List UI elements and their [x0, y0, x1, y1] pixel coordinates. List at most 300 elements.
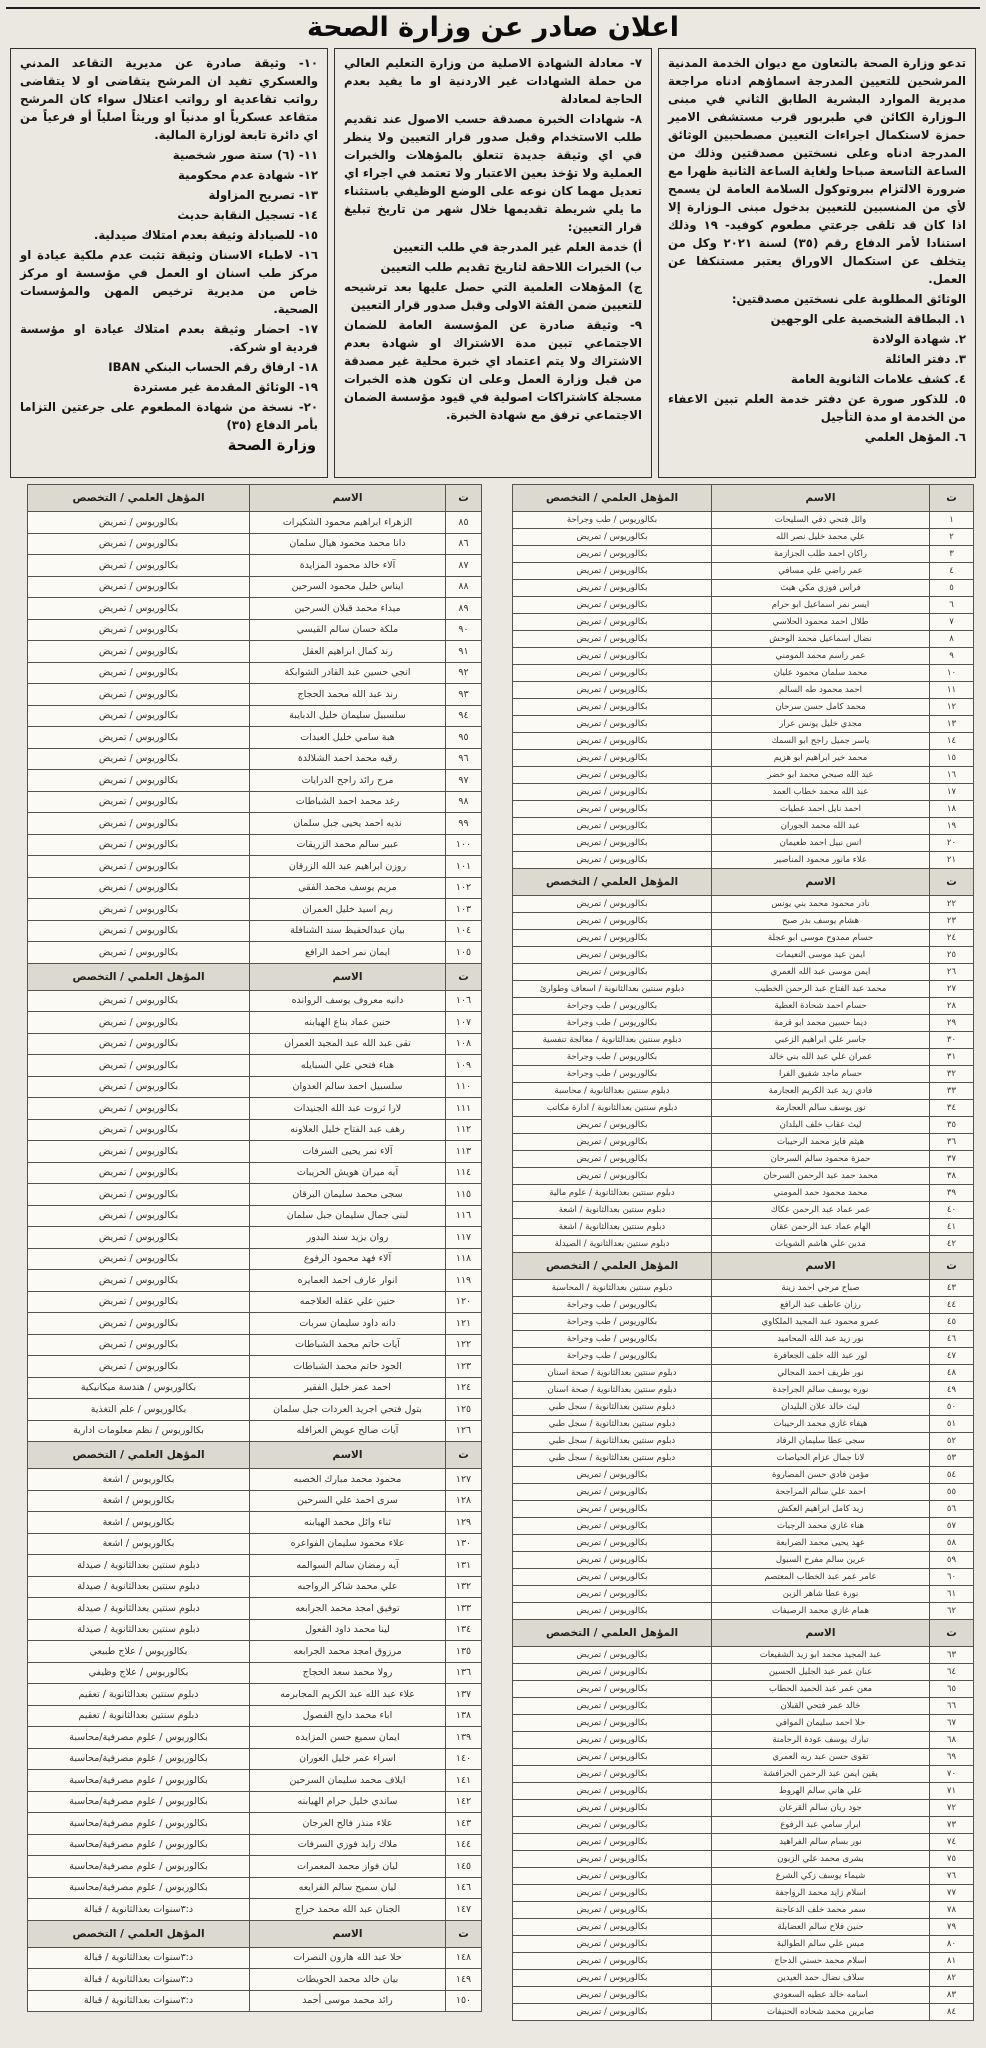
- ministry-signature: وزارة الصحة: [227, 438, 316, 455]
- qualification-cell: بكالوريوس / تمريض: [28, 1334, 250, 1356]
- qualification-cell: بكالوريوس / طب وجراحة: [513, 1015, 712, 1032]
- table-row: [513, 1399, 974, 1416]
- table-row: [28, 727, 482, 749]
- qualification-cell: بكالوريوس / تمريض: [513, 1586, 712, 1603]
- top-rule: [6, 7, 980, 9]
- table-row: [28, 899, 482, 921]
- name-cell: ميداء محمد قبلان السرحين: [250, 598, 446, 620]
- table-header-row: [28, 963, 482, 990]
- row-number-cell: ٩٣: [446, 684, 482, 706]
- name-cell: حسام ماجد شفيق الفرا: [712, 1066, 930, 1083]
- row-number-header: ت: [930, 485, 974, 512]
- table-row: [513, 665, 974, 682]
- name-cell: حلا عبد الله هارون النصرات: [250, 1947, 446, 1969]
- qualification-header: المؤهل العلمي / التخصص: [28, 485, 250, 512]
- name-cell: آلاء فهد محمود الرفوع: [250, 1248, 446, 1270]
- row-number-cell: ١١٤: [446, 1162, 482, 1184]
- row-number-cell: ٨٨: [446, 576, 482, 598]
- row-number-cell: ٩٥: [446, 727, 482, 749]
- qualification-cell: بكالوريوس / تمريض: [28, 1248, 250, 1270]
- row-number-cell: ١١٨: [446, 1248, 482, 1270]
- table-row: [513, 981, 974, 998]
- table-row: [513, 1698, 974, 1715]
- row-number-cell: ١٢٩: [446, 1512, 482, 1534]
- name-cell: اباء محمد دايح الفصول: [250, 1705, 446, 1727]
- qualification-cell: بكالوريوس / تمريض: [513, 947, 712, 964]
- row-number-cell: ١٦: [930, 767, 974, 784]
- announcement-paragraph: ٥. للذكور صورة عن دفتر خدمة العلم تبين الاعفاء من الخدمة او مدة التأجيل: [668, 392, 966, 425]
- row-number-cell: ٨٥: [446, 512, 482, 534]
- announcement-paragraph: ج) المؤهلات العلمية التي حصل عليها بعد ترشيحه للتعيين ضمن الفئة الاولى وقبل صدور قرار التعيين: [344, 280, 642, 313]
- page-title: اعلان صادر عن وزارة الصحة: [306, 12, 680, 43]
- qualification-cell: بكالوريوس / تمريض: [513, 1817, 712, 1834]
- name-cell: رائد محمد موسى أحمد: [250, 1990, 446, 2012]
- name-cell: نوره يوسف سالم الجراجدة: [712, 1382, 930, 1399]
- name-cell: محمود محمد مبارك الخصبه: [250, 1469, 446, 1491]
- qualification-cell: بكالوريوس / تمريض: [513, 1783, 712, 1800]
- table-row: [28, 684, 482, 706]
- name-cell: فراس فوزي مكي هيث: [712, 580, 930, 597]
- name-cell: ميس علي سالم الطوالبة: [712, 1936, 930, 1953]
- row-number-cell: ٨٩: [446, 598, 482, 620]
- table-row: [28, 512, 482, 534]
- name-cell: اسلام محمد حسني الدحاج: [712, 1953, 930, 1970]
- qualification-cell: دبلوم سنتين بعدالثانوية / صيدلة: [28, 1619, 250, 1641]
- table-row: [28, 1227, 482, 1249]
- qualification-cell: بكالوريوس / طب وجراحة: [513, 1314, 712, 1331]
- row-number-cell: ١٨: [930, 801, 974, 818]
- table-row: [28, 533, 482, 555]
- row-number-cell: ٣١: [930, 1049, 974, 1066]
- row-number-cell: ٢٤: [930, 930, 974, 947]
- qualification-cell: دبلوم سنتين بعدالثانوية / معالجة تنفسية: [513, 1032, 712, 1049]
- row-number-cell: ٤٤: [930, 1297, 974, 1314]
- name-cell: نادر محمود محمد بني يونس: [712, 896, 930, 913]
- table-row: [513, 1552, 974, 1569]
- qualification-cell: بكالوريوس / تمريض: [513, 1885, 712, 1902]
- row-number-cell: ٨٧: [446, 555, 482, 577]
- qualification-cell: بكالوريوس / تمريض: [28, 1012, 250, 1034]
- table-row: [513, 1569, 974, 1586]
- row-number-cell: ٣٩: [930, 1185, 974, 1202]
- name-cell: راكان احمد طلب الجزازمة: [712, 546, 930, 563]
- name-cell: نور ظريف احمد المجالي: [712, 1365, 930, 1382]
- table-row: [513, 597, 974, 614]
- table-row: [28, 555, 482, 577]
- table-row: [513, 1535, 974, 1552]
- qualification-cell: بكالوريوس / تمريض: [28, 1184, 250, 1206]
- row-number-cell: ١٢٧: [446, 1469, 482, 1491]
- row-number-header: ت: [446, 963, 482, 990]
- row-number-cell: ١٢٤: [446, 1377, 482, 1399]
- qualification-cell: بكالوريوس / طب وجراحة: [513, 1331, 712, 1348]
- row-number-header: ت: [446, 1442, 482, 1469]
- row-number-cell: ٢١: [930, 852, 974, 869]
- announcement-paragraph: ٧- معادلة الشهادة الاصلية من وزارة التعليم العالي من حملة الشهادات غير الاردنية او ما يفيد بعدم الحاجة لمعادلة: [344, 56, 642, 107]
- row-number-cell: ١٤٤: [446, 1834, 482, 1856]
- row-number-cell: ٨١: [930, 1953, 974, 1970]
- table-row: [513, 1715, 974, 1732]
- row-number-cell: ٥٢: [930, 1433, 974, 1450]
- name-cell: هبة سامي خليل العبدات: [250, 727, 446, 749]
- table-row: [513, 648, 974, 665]
- name-cell: يقين ايمن عبد الرحمن الحرافشة: [712, 1766, 930, 1783]
- qualification-cell: بكالوريوس / تمريض: [513, 614, 712, 631]
- qualification-cell: بكالوريوس / علوم مصرفية/محاسبة: [28, 1834, 250, 1856]
- table-row: [28, 1598, 482, 1620]
- name-header: الاسم: [250, 1442, 446, 1469]
- qualification-cell: دبلوم سنتين بعدالثانوية / صحة اسنان: [513, 1382, 712, 1399]
- name-cell: عبد المجيد محمد ابو زيد الشفيعات: [712, 1647, 930, 1664]
- row-number-cell: ١٣٢: [446, 1576, 482, 1598]
- table-row: [28, 1055, 482, 1077]
- table-row: [513, 1885, 974, 1902]
- table-row: [513, 852, 974, 869]
- name-cell: عمر راضي علي مسافي: [712, 563, 930, 580]
- qualification-cell: د:٣سنوات بعدالثانوية / قبالة: [28, 1990, 250, 2012]
- qualification-cell: بكالوريوس / تمريض: [28, 770, 250, 792]
- name-cell: لبنى جمال سليمان جبل سلمان: [250, 1205, 446, 1227]
- qualification-cell: بكالوريوس / تمريض: [513, 1698, 712, 1715]
- row-number-cell: ١٣٩: [446, 1727, 482, 1749]
- name-cell: مجدي خليل يونس عرار: [712, 716, 930, 733]
- qualification-header: المؤهل العلمي / التخصص: [28, 1920, 250, 1947]
- table-row: [513, 1919, 974, 1936]
- name-cell: محمد خير ابراهيم ابو هزيم: [712, 750, 930, 767]
- name-cell: رزان عاطف عبد الرافع: [712, 1297, 930, 1314]
- name-cell: ساندي خليل حرام الهيابنه: [250, 1791, 446, 1813]
- name-cell: احمد نايل احمد عطيات: [712, 801, 930, 818]
- qualification-cell: بكالوريوس / تمريض: [28, 1141, 250, 1163]
- row-number-cell: ٦٨: [930, 1732, 974, 1749]
- row-number-cell: ١١٥: [446, 1184, 482, 1206]
- qualification-cell: بكالوريوس / تمريض: [513, 896, 712, 913]
- row-number-cell: ٩٤: [446, 705, 482, 727]
- announcement-paragraph: أ) خدمة العلم غير المدرجة في طلب التعيين: [393, 240, 642, 255]
- row-number-cell: ٣٣: [930, 1083, 974, 1100]
- name-cell: الهام عماد عبد الرحمن عقان: [712, 1219, 930, 1236]
- name-cell: عمران علي عبد الله بني خالد: [712, 1049, 930, 1066]
- table-row: [513, 1817, 974, 1834]
- table-row: [513, 1100, 974, 1117]
- table-row: [513, 1936, 974, 1953]
- qualification-cell: بكالوريوس / تمريض: [513, 1766, 712, 1783]
- qualification-cell: د:٣سنوات بعدالثانوية / قبالة: [28, 1899, 250, 1921]
- qualification-header: المؤهل العلمي / التخصص: [28, 1442, 250, 1469]
- row-number-cell: ١١٣: [446, 1141, 482, 1163]
- row-number-cell: ٢٧: [930, 981, 974, 998]
- row-number-cell: ٩: [930, 648, 974, 665]
- qualification-cell: بكالوريوس / تمريض: [513, 964, 712, 981]
- announcement-paragraph: الوثائق المطلوبة على نسختين مصدقتين:: [731, 292, 966, 307]
- qualification-cell: بكالوريوس / تمريض: [28, 1205, 250, 1227]
- name-cell: مؤمن فادي حسن المصاروة: [712, 1467, 930, 1484]
- qualification-cell: دبلوم سنتين بعدالثانوية / سجل طبي: [513, 1416, 712, 1433]
- row-number-cell: ٧: [930, 614, 974, 631]
- table-row: [28, 1377, 482, 1399]
- table-row: [28, 1469, 482, 1491]
- name-cell: عبد الله محمد الجوران: [712, 818, 930, 835]
- table-row: [28, 834, 482, 856]
- table-row: [513, 512, 974, 529]
- name-cell: علي محمد شاكر الرواجبه: [250, 1576, 446, 1598]
- row-number-cell: ١٠٤: [446, 920, 482, 942]
- row-number-cell: ١٤٥: [446, 1856, 482, 1878]
- announcement-paragraph: ١٢- شهادة عدم محكومية: [177, 168, 318, 183]
- row-number-cell: ٤١: [930, 1219, 974, 1236]
- row-number-cell: ١٣٨: [446, 1705, 482, 1727]
- qualification-cell: بكالوريوس / تمريض: [513, 1535, 712, 1552]
- qualification-cell: بكالوريوس / تمريض: [28, 1313, 250, 1335]
- qualification-cell: دبلوم سنتين بعدالثانوية / صيدلة: [28, 1598, 250, 1620]
- row-number-cell: ١١١: [446, 1098, 482, 1120]
- roster-tables: [24, 484, 974, 2021]
- row-number-cell: ١: [930, 512, 974, 529]
- row-number-cell: ٨٣: [930, 1987, 974, 2004]
- row-number-header: ت: [930, 869, 974, 896]
- table-row: [513, 1953, 974, 1970]
- table-row: [513, 1280, 974, 1297]
- name-cell: هناء غازي محمد الرجبات: [712, 1518, 930, 1535]
- table-row: [513, 1202, 974, 1219]
- row-number-cell: ٧١: [930, 1783, 974, 1800]
- row-number-header: ت: [930, 1620, 974, 1647]
- qualification-cell: بكالوريوس / طب وجراحة: [513, 1066, 712, 1083]
- table-row: [513, 1151, 974, 1168]
- qualification-cell: بكالوريوس / هندسة ميكانيكية: [28, 1377, 250, 1399]
- qualification-cell: بكالوريوس / تمريض: [28, 942, 250, 964]
- table-row: [28, 641, 482, 663]
- name-cell: همام غازي محمد الرصيفات: [712, 1603, 930, 1620]
- table-row: [28, 1490, 482, 1512]
- name-cell: دانه داود سليمان سربات: [250, 1313, 446, 1335]
- row-number-cell: ٧٩: [930, 1919, 974, 1936]
- row-number-cell: ٦٢: [930, 1603, 974, 1620]
- qualification-header: المؤهل العلمي / التخصص: [513, 1620, 712, 1647]
- table-row: [513, 1851, 974, 1868]
- qualification-cell: بكالوريوس / تمريض: [513, 716, 712, 733]
- announcement-column-right: [658, 48, 976, 478]
- table-row: [513, 631, 974, 648]
- name-cell: سمر محمد خلف الدعاجنة: [712, 1902, 930, 1919]
- row-number-cell: ٢٥: [930, 947, 974, 964]
- qualification-cell: بكالوريوس / تمريض: [28, 727, 250, 749]
- announcement-paragraph: ٤. كشف علامات الثانوية العامة: [790, 372, 966, 387]
- table-row: [28, 1162, 482, 1184]
- qualification-cell: بكالوريوس / تمريض: [513, 648, 712, 665]
- name-cell: ايمان نمر احمد الرافع: [250, 942, 446, 964]
- qualification-cell: بكالوريوس / تمريض: [513, 1919, 712, 1936]
- name-cell: نور يوسف سالم العجارمة: [712, 1100, 930, 1117]
- announcement-column-left: [10, 48, 328, 478]
- row-number-cell: ١٤: [930, 733, 974, 750]
- qualification-cell: بكالوريوس / تمريض: [28, 1055, 250, 1077]
- announcement-paragraph: ٢. شهادة الولادة: [872, 332, 966, 347]
- name-header: الاسم: [250, 963, 446, 990]
- qualification-cell: دبلوم سنتين بعدالثانوية / المحاسبة: [513, 1280, 712, 1297]
- table-row: [513, 1834, 974, 1851]
- name-cell: ديما حسين محمد ابو قرمة: [712, 1015, 930, 1032]
- name-cell: عرين سالم مفرح السبول: [712, 1552, 930, 1569]
- row-number-cell: ٣: [930, 546, 974, 563]
- qualification-cell: دبلوم سنتين بعدالثانوية / تعقيم: [28, 1705, 250, 1727]
- name-cell: بيان خالد محمد الحويطات: [250, 1969, 446, 1991]
- table-row: [513, 1416, 974, 1433]
- name-cell: ايناس خليل محمود السرحين: [250, 576, 446, 598]
- name-cell: اسلام زايد محمد الرواجفة: [712, 1885, 930, 1902]
- table-row: [28, 1205, 482, 1227]
- qualification-cell: بكالوريوس / اشعة: [28, 1490, 250, 1512]
- qualification-cell: بكالوريوس / تمريض: [28, 1119, 250, 1141]
- row-number-cell: ٧٠: [930, 1766, 974, 1783]
- table-row: [513, 750, 974, 767]
- name-cell: ليان فواز محمد المعمرات: [250, 1856, 446, 1878]
- row-number-header: ت: [930, 1253, 974, 1280]
- name-cell: ايمان سميع حسن المزايده: [250, 1727, 446, 1749]
- qualification-cell: بكالوريوس / تمريض: [28, 748, 250, 770]
- name-cell: الجنان عبد الله محمد حراج: [250, 1899, 446, 1921]
- row-number-cell: ١٠٢: [446, 877, 482, 899]
- row-number-cell: ١٣٠: [446, 1533, 482, 1555]
- name-cell: نور بسام سالم الفراهيد: [712, 1834, 930, 1851]
- qualification-cell: دبلوم سنتين بعدالثانوية / اسعاف وطوارئ: [513, 981, 712, 998]
- row-number-cell: ٦٠: [930, 1569, 974, 1586]
- name-cell: احمد محمود طه السالم: [712, 682, 930, 699]
- announcement-paragraph: ١٤- تسجيل النقابة حديث: [177, 208, 318, 223]
- table-row: [513, 896, 974, 913]
- table-row: [28, 662, 482, 684]
- row-number-cell: ٧٧: [930, 1885, 974, 1902]
- row-number-cell: ٩١: [446, 641, 482, 663]
- announcement-paragraph: ١. البطاقة الشخصية على الوجهين: [770, 312, 966, 327]
- name-header: الاسم: [250, 485, 446, 512]
- row-number-cell: ٥١: [930, 1416, 974, 1433]
- row-number-cell: ١٣٤: [446, 1619, 482, 1641]
- qualification-cell: بكالوريوس / تمريض: [513, 546, 712, 563]
- table-row: [513, 580, 974, 597]
- announcement-paragraph: ٩- وثيقة صادرة عن المؤسسة العامة للضمان الاجتماعي تبين مدة الاشتراك او شهادة بعدم الاشتراك ولا يتم اعتماد اي خبرة محلية غير مصدقة من قبل وزارة العمل وعلى ان تكون هذه الخبرات مسجلة كاشتراكات اصولية في قيود مؤسسة الضمان الاجتماعي ترفق مع شهادة الخبرة.: [344, 318, 642, 423]
- name-header: الاسم: [712, 869, 930, 896]
- qualification-cell: بكالوريوس / تمريض: [513, 682, 712, 699]
- row-number-cell: ٥٣: [930, 1450, 974, 1467]
- row-number-cell: ٢٨: [930, 998, 974, 1015]
- row-number-cell: ١٣٧: [446, 1684, 482, 1706]
- row-number-cell: ٣٨: [930, 1168, 974, 1185]
- name-cell: ايلاف محمد سليمان السرحين: [250, 1770, 446, 1792]
- name-cell: لينا محمد داود القعول: [250, 1619, 446, 1641]
- qualification-cell: بكالوريوس / تمريض: [28, 1270, 250, 1292]
- qualification-cell: دبلوم سنتين بعدالثانوية / اشعة: [513, 1219, 712, 1236]
- row-number-cell: ١٢: [930, 699, 974, 716]
- table-row: [513, 1467, 974, 1484]
- qualification-cell: بكالوريوس / علوم مصرفية/محاسبة: [28, 1748, 250, 1770]
- name-cell: رولا محمد سعد الحجاج: [250, 1662, 446, 1684]
- table-header-row: [28, 1920, 482, 1947]
- name-cell: تقوى حسن عبد ربه العمري: [712, 1749, 930, 1766]
- qualification-cell: بكالوريوس / تمريض: [28, 619, 250, 641]
- qualification-cell: بكالوريوس / تمريض: [513, 597, 712, 614]
- qualification-cell: دبلوم سنتين بعدالثانوية / تعقيم: [28, 1684, 250, 1706]
- qualification-cell: بكالوريوس / علم التغذية: [28, 1399, 250, 1421]
- row-number-cell: ٩٦: [446, 748, 482, 770]
- name-cell: احمد علي سالم المراجحة: [712, 1484, 930, 1501]
- qualification-cell: بكالوريوس / تمريض: [513, 1970, 712, 1987]
- name-cell: آلاء خالد محمود المزايدة: [250, 555, 446, 577]
- qualification-cell: بكالوريوس / تمريض: [513, 1834, 712, 1851]
- qualification-cell: دبلوم سنتين بعدالثانوية / محاسبة: [513, 1083, 712, 1100]
- row-number-cell: ٨٦: [446, 533, 482, 555]
- announcement-text: [10, 48, 976, 478]
- name-cell: محمد عبد الفتاح عبد الرحمن الخطيب: [712, 981, 930, 998]
- qualification-header: المؤهل العلمي / التخصص: [28, 963, 250, 990]
- name-cell: محمد حمد عبد الرحمن السرحان: [712, 1168, 930, 1185]
- name-cell: لانا جمال عزام الحياصات: [712, 1450, 930, 1467]
- qualification-cell: بكالوريوس / تمريض: [28, 834, 250, 856]
- row-number-cell: ٩٧: [446, 770, 482, 792]
- row-number-cell: ١٢٨: [446, 1490, 482, 1512]
- row-number-cell: ١٤١: [446, 1770, 482, 1792]
- table-row: [513, 835, 974, 852]
- table-row: [513, 998, 974, 1015]
- qualification-cell: بكالوريوس / تمريض: [513, 2004, 712, 2021]
- table-row: [28, 770, 482, 792]
- name-cell: آلاء نمر يحيى السرفات: [250, 1141, 446, 1163]
- name-cell: ثناء وائل محمد الهيابنه: [250, 1512, 446, 1534]
- table-row: [513, 546, 974, 563]
- name-cell: ابرار سامي عبد الرفوع: [712, 1817, 930, 1834]
- qualification-header: المؤهل العلمي / التخصص: [513, 869, 712, 896]
- row-number-cell: ١٣١: [446, 1555, 482, 1577]
- qualification-cell: بكالوريوس / تمريض: [28, 1227, 250, 1249]
- name-cell: وائل فتحي دقي السليحات: [712, 512, 930, 529]
- announcement-paragraph: ٨- شهادات الخبرة مصدقة حسب الاصول عند تقديم طلب الاستخدام وقبل صدور قرار التعيين ولا ينظر في اي وثيقة جديدة تتعلق بالمؤهلات والخبرات العملية ولا تؤخذ بعين الاعتبار ولا تعتمد في اجراء اي تعديل مهما كان نوعه على الوضع الوظيفي باستثناء ما يلي شريطة تقديمها خلال شهر من تاريخ تبليغ قرار التعيين:: [344, 112, 642, 235]
- row-number-cell: ٣٤: [930, 1100, 974, 1117]
- table-row: [513, 1185, 974, 1202]
- row-number-cell: ١٢١: [446, 1313, 482, 1335]
- name-cell: روزن ابراهيم عبد الله الزرقان: [250, 856, 446, 878]
- qualification-cell: بكالوريوس / تمريض: [513, 1732, 712, 1749]
- row-number-cell: ٢٠: [930, 835, 974, 852]
- table-row: [28, 705, 482, 727]
- row-number-cell: ١١٠: [446, 1076, 482, 1098]
- qualification-cell: بكالوريوس / تمريض: [28, 1033, 250, 1055]
- table-row: [28, 1641, 482, 1663]
- name-cell: آيات صالح عويض العرافله: [250, 1420, 446, 1442]
- name-cell: علي محمد خليل نصر الله: [712, 529, 930, 546]
- qualification-cell: بكالوريوس / تمريض: [513, 1681, 712, 1698]
- qualification-cell: بكالوريوس / تمريض: [513, 852, 712, 869]
- table-row: [28, 1248, 482, 1270]
- name-header: الاسم: [250, 1920, 446, 1947]
- row-number-cell: ٥: [930, 580, 974, 597]
- qualification-cell: بكالوريوس / تمريض: [28, 899, 250, 921]
- row-number-cell: ٧٤: [930, 1834, 974, 1851]
- table-row: [513, 1382, 974, 1399]
- row-number-cell: ٤٠: [930, 1202, 974, 1219]
- qualification-cell: بكالوريوس / تمريض: [28, 791, 250, 813]
- qualification-cell: بكالوريوس / طب وجراحة: [513, 512, 712, 529]
- table-header-row: [28, 485, 482, 512]
- name-cell: حلا احمد سليمان الموافي: [712, 1715, 930, 1732]
- table-row: [513, 1518, 974, 1535]
- announcement-column-middle: [334, 48, 652, 478]
- table-row: [513, 767, 974, 784]
- table-row: [513, 818, 974, 835]
- table-row: [513, 699, 974, 716]
- qualification-cell: بكالوريوس / تمريض: [513, 580, 712, 597]
- qualification-cell: بكالوريوس / تمريض: [513, 1664, 712, 1681]
- name-cell: احمد عمر خليل الفقير: [250, 1377, 446, 1399]
